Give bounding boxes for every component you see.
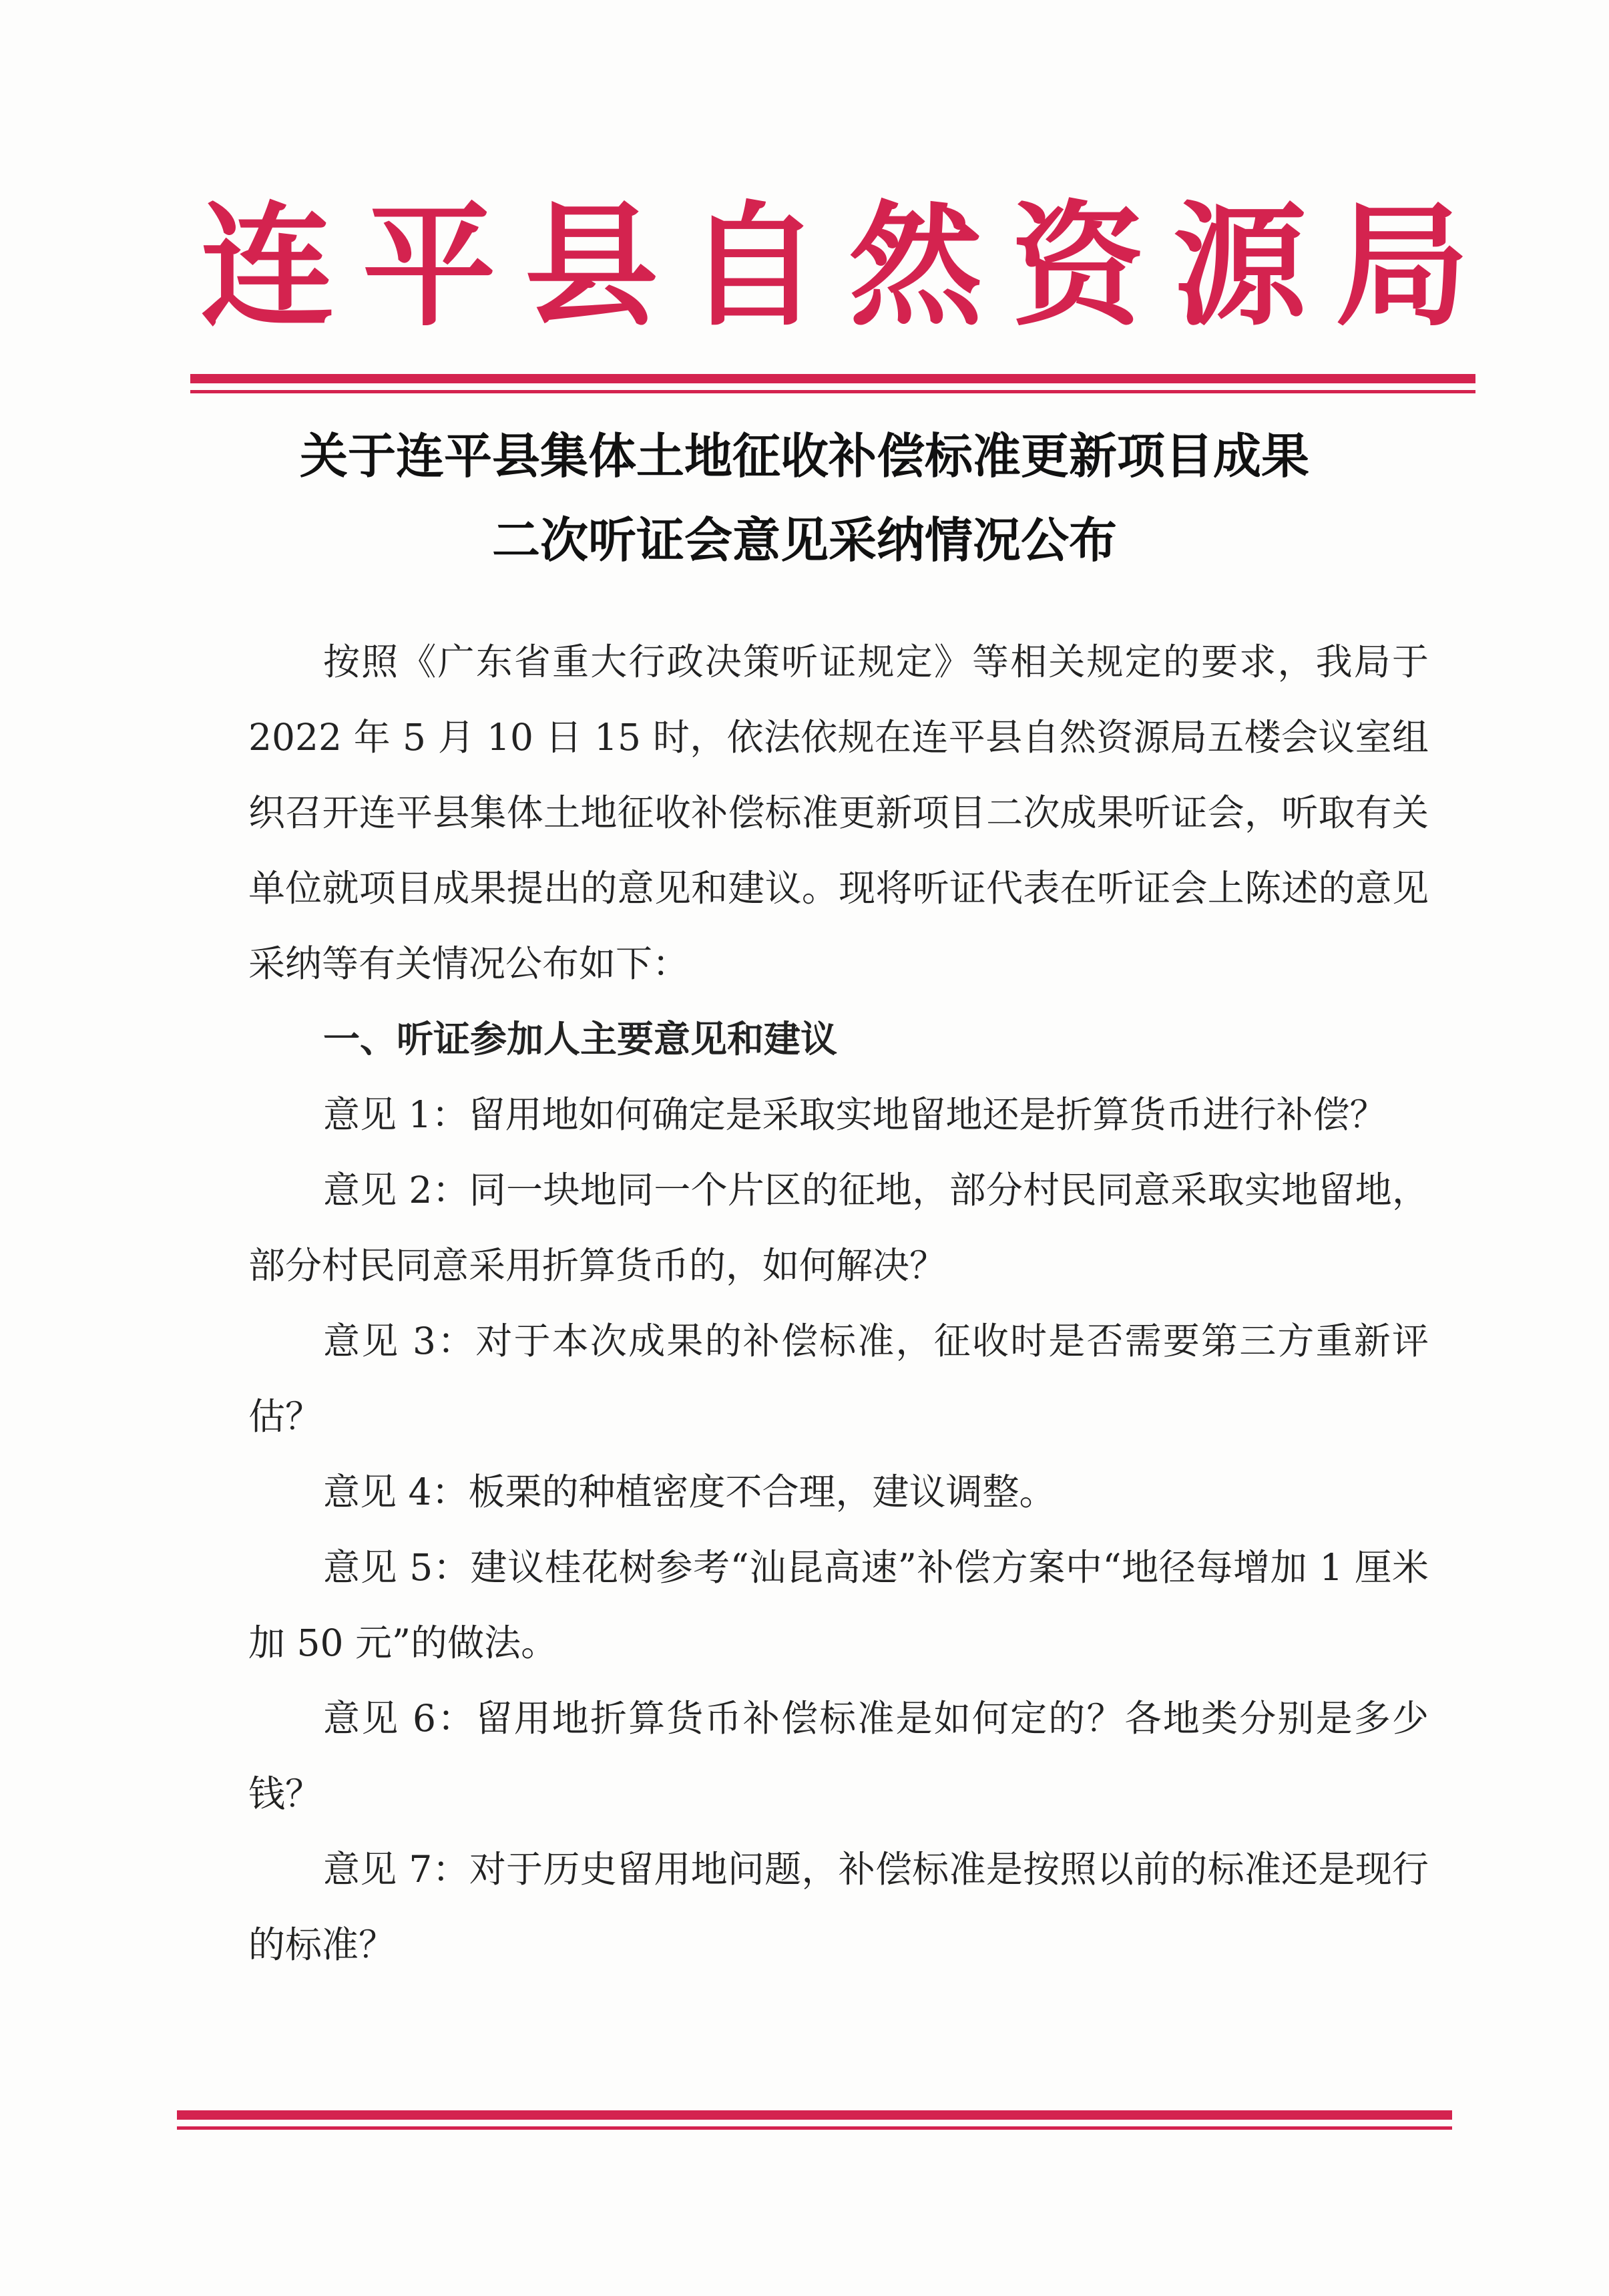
letterhead-char: 县 [524,189,658,345]
letterhead-divider-thin [190,390,1475,393]
opinion-item: 意见 6：留用地折算货币补偿标准是如何定的？各地类分别是多少钱？ [248,1697,1429,1815]
opinion-item: 意见 2：同一块地同一个片区的征地，部分村民同意采取实地留地，部分村民同意采用折算货币的，如何解决？ [248,1169,1429,1287]
letterhead-char: 资 [1011,189,1145,345]
document-body [248,624,1429,1983]
letterhead-divider-thick [190,374,1475,383]
title-line-1: 关于连平县集体土地征收补偿标准更新项目成果 [299,428,1309,484]
title-line-2: 二次听证会意见采纳情况公布 [491,512,1117,568]
opinion-item: 意见 1：留用地如何确定是采取实地留地还是折算货币进行补偿？ [323,1093,1387,1136]
footer-divider-thick [177,2110,1452,2120]
opinion-item: 意见 7：对于历史留用地问题，补偿标准是按照以前的标准还是现行的标准？ [248,1848,1429,1966]
opinion-item: 意见 5：建议桂花树参考“汕昆高速”补偿方案中“地径每增加 1 厘米加 50 元”的做法。 [248,1546,1429,1664]
letterhead-char: 自 [686,189,821,345]
section-heading: 一、听证参加人主要意见和建议 [323,1018,838,1061]
letterhead-org-name [200,180,1469,354]
letterhead-char: 局 [1335,189,1469,345]
letterhead-char: 平 [362,189,496,345]
document-title [200,414,1409,582]
letterhead-char: 连 [200,189,334,345]
footer-divider-thin [177,2126,1452,2130]
intro-paragraph: 按照《广东省重大行政决策听证规定》等相关规定的要求，我局于 2022 年 5 月 10 日 15 时，依法依规在连平县自然资源局五楼会议室组织召开连平县集体土地征收补偿标准更新项目二次成果听证会，听取有关单位就项目成果提出的意见和建议。现将听证代表在听证会上陈述的意见采纳等有关情况公布如下： [248,640,1429,985]
opinion-item: 意见 4：板栗的种植密度不合理，建议调整。 [323,1471,1056,1513]
letterhead-char: 源 [1173,189,1307,345]
opinion-item: 意见 3：对于本次成果的补偿标准，征收时是否需要第三方重新评估？ [248,1320,1429,1438]
letterhead-char: 然 [849,189,983,345]
